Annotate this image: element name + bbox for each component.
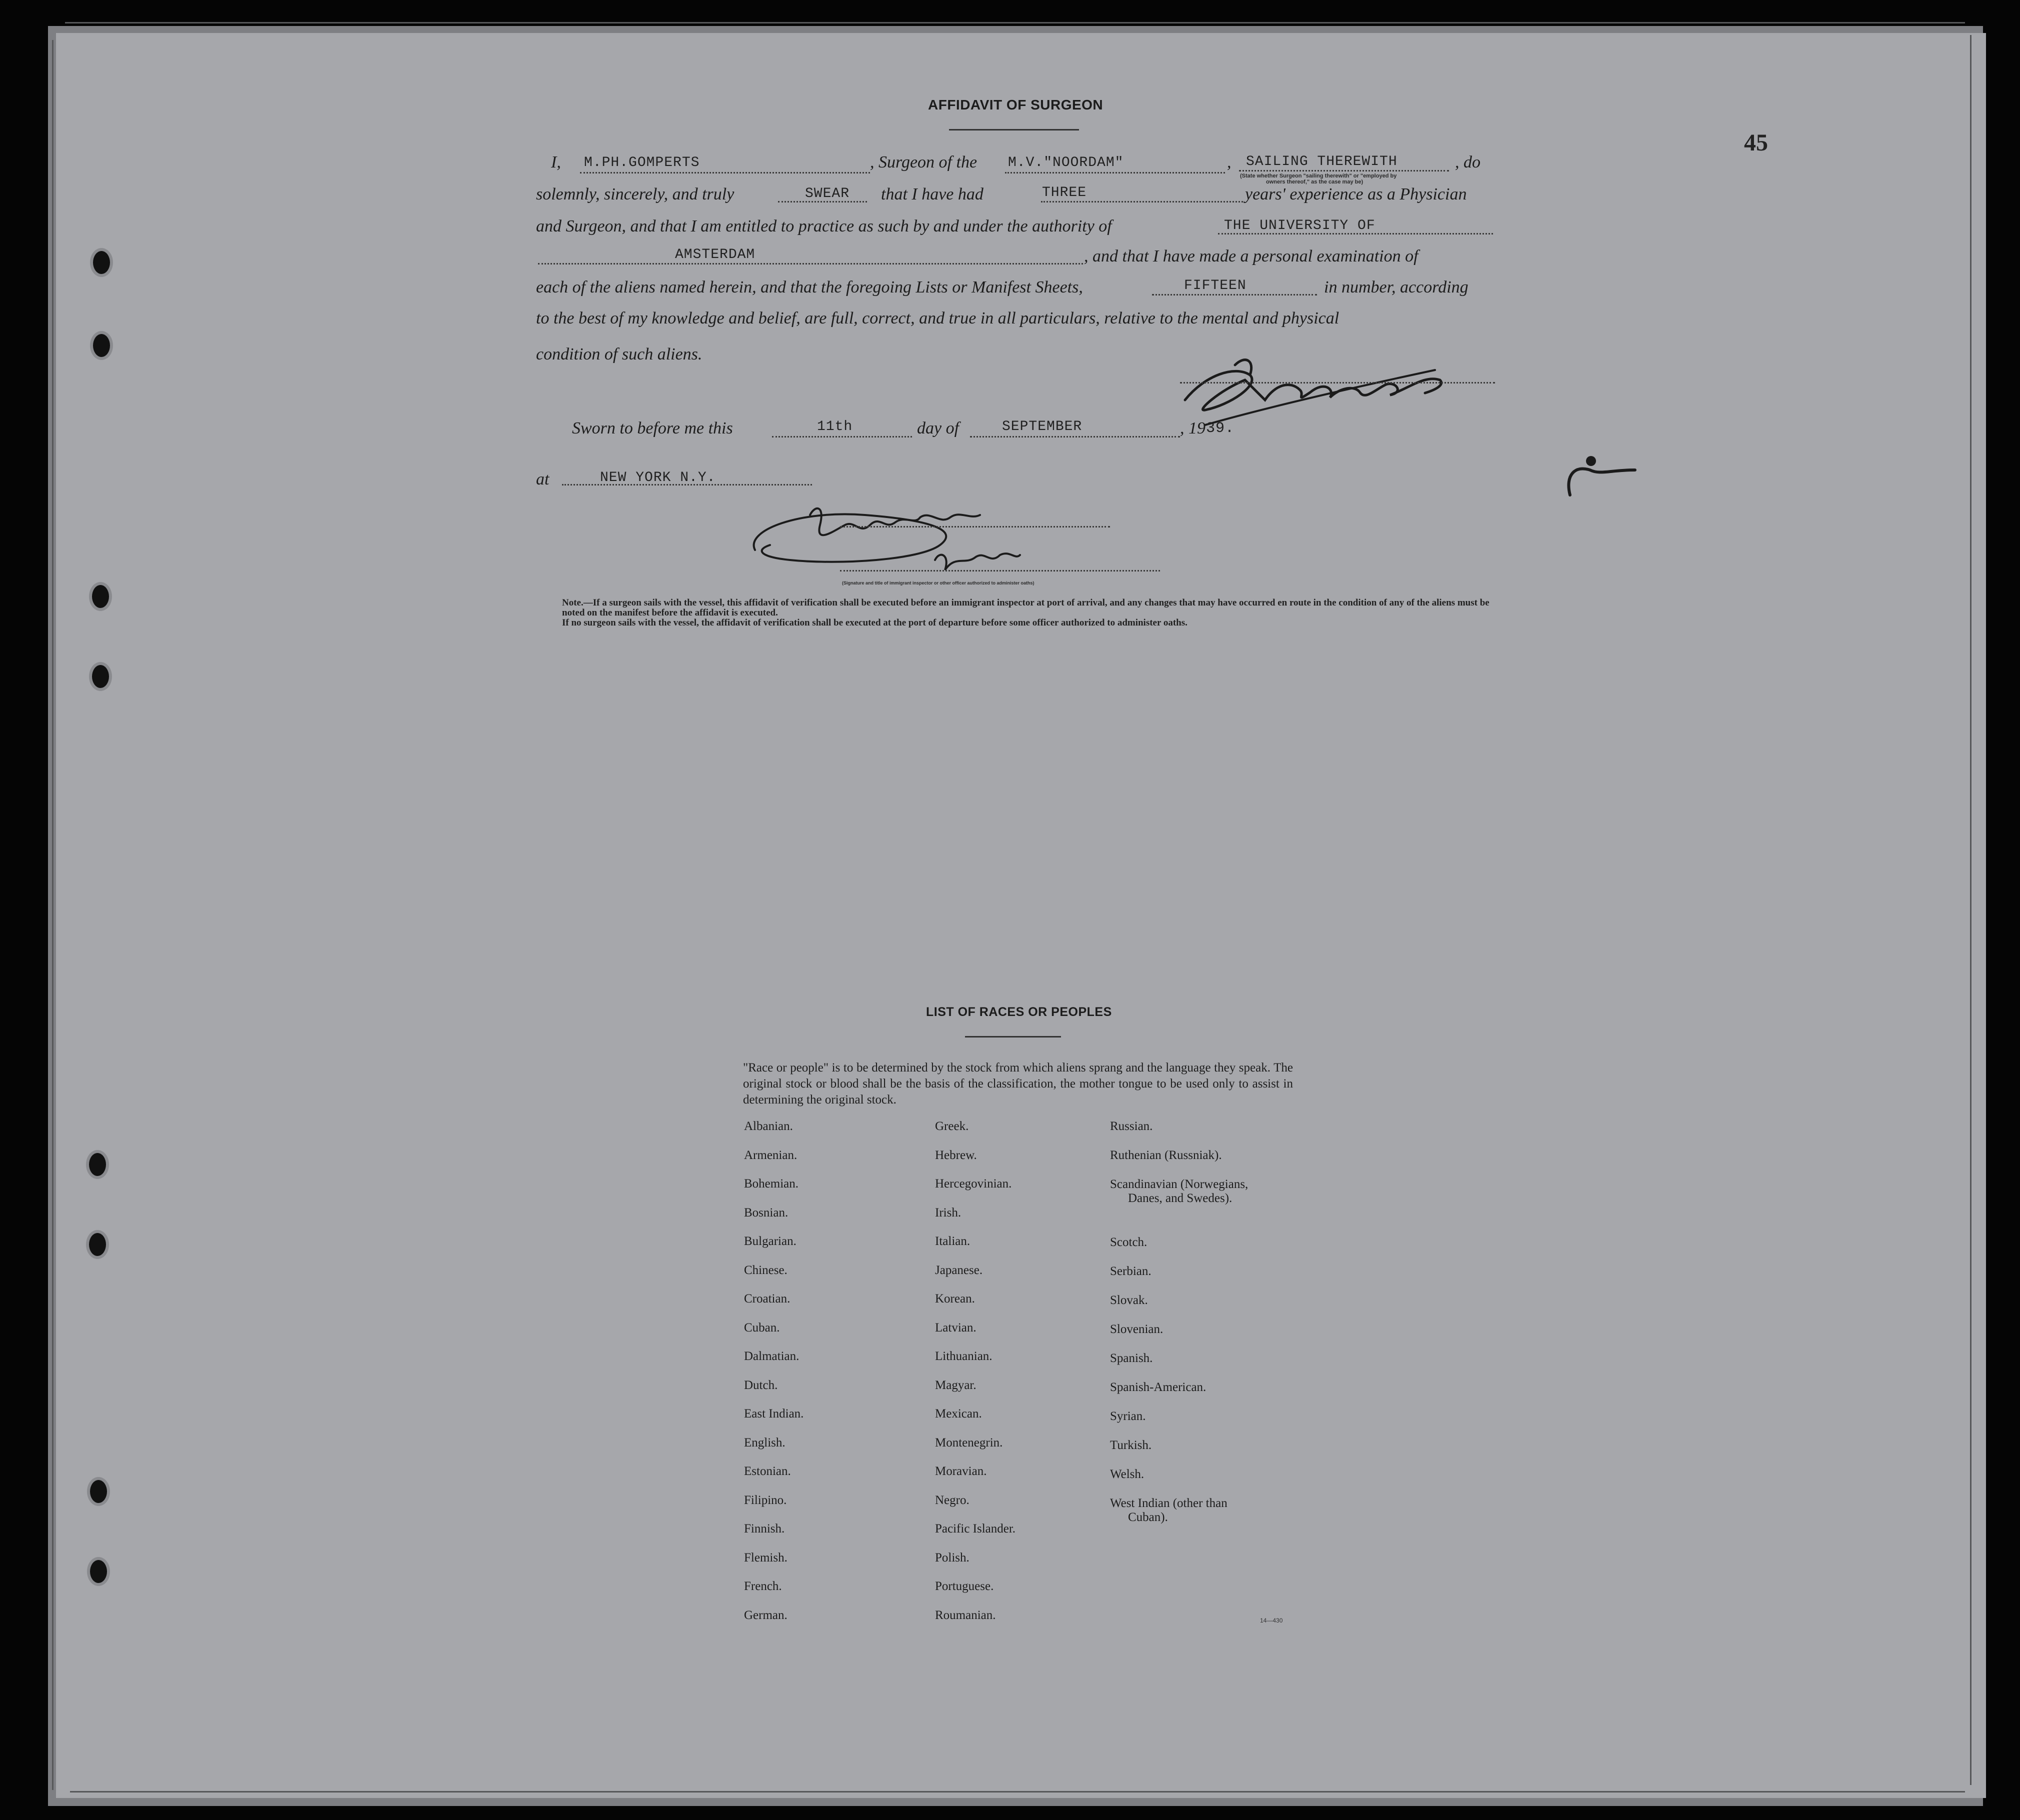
page-number: 45 (1744, 130, 1768, 156)
status-hint-1: (State whether Surgeon "sailing therewith" or "employed by (1240, 173, 1397, 179)
race-entry: Finnish. (744, 1522, 785, 1536)
race-entry: Scotch. (1110, 1236, 1148, 1249)
text-in-number: in number, according (1324, 278, 1468, 296)
race-entry: Croatian. (744, 1292, 790, 1306)
binder-hole (89, 1233, 106, 1256)
fill-line-sheets (1152, 294, 1317, 296)
race-entry: Scandinavian (Norwegians, (1110, 1178, 1248, 1191)
title-underline (949, 129, 1079, 130)
fill-line-oath (778, 201, 867, 202)
years-experience: THREE (1042, 185, 1087, 200)
race-entry: West Indian (other than (1110, 1496, 1228, 1510)
text-surgeon-of: , Surgeon of the (870, 153, 978, 172)
surgeon-name: M.PH.GOMPERTS (584, 155, 700, 170)
affidavit-line-5 (536, 278, 1496, 301)
race-entry: Albanian. (744, 1120, 793, 1133)
race-entry: Bosnian. (744, 1206, 788, 1220)
race-entry: Slovenian. (1110, 1322, 1164, 1336)
status-hint-2: owners thereof," as the case may be) (1266, 179, 1364, 185)
race-entry: Turkish. (1110, 1438, 1152, 1452)
affidavit-line-7: condition of such aliens. (536, 345, 702, 364)
binder-hole (92, 585, 109, 608)
race-entry: Mexican. (935, 1407, 982, 1420)
race-entry: East Indian. (744, 1407, 804, 1420)
text-sworn: Sworn to before me this (572, 419, 733, 438)
race-entry: Chinese. (744, 1263, 788, 1277)
race-entry: Spanish-American. (1110, 1380, 1206, 1394)
text-at: at (536, 470, 550, 488)
race-entry: Welsh. (1110, 1468, 1144, 1481)
text-years-experience: years' experience as a Physician (1245, 185, 1467, 204)
race-entry: Armenian. (744, 1148, 798, 1162)
binder-hole (90, 1480, 107, 1503)
race-entry: Slovak. (1110, 1294, 1148, 1307)
race-entry: Polish. (935, 1550, 970, 1564)
fill-line-place (562, 484, 812, 486)
affidavit-line-2 (536, 185, 1496, 208)
race-entry: Hercegovinian. (935, 1177, 1012, 1190)
race-entry: Negro. (935, 1493, 970, 1507)
races-title: LIST OF RACES OR PEOPLES (926, 1005, 1112, 1019)
oath-type: SWEAR (805, 186, 850, 202)
binder-hole (89, 1153, 106, 1176)
race-entry: Spanish. (1110, 1352, 1153, 1365)
licensing-authority-1: THE UNIVERSITY OF (1224, 218, 1376, 234)
text-that-i-have-had: that I have had (881, 185, 984, 204)
race-entry: English. (744, 1436, 786, 1450)
race-entry: Italian. (935, 1234, 970, 1248)
fill-line-status (1239, 170, 1449, 172)
page-edge-right (1970, 35, 1972, 1785)
surgeon-signature (1175, 345, 1455, 430)
race-entry: Hebrew. (935, 1148, 977, 1162)
ink-mark (1560, 455, 1640, 505)
race-entry: Roumanian. (935, 1608, 996, 1622)
text-solemnly: solemnly, sincerely, and truly (536, 185, 734, 204)
fill-line-month (970, 436, 1180, 438)
fill-line-authority-1 (1218, 233, 1493, 234)
sworn-place: NEW YORK N.Y. (600, 470, 716, 486)
race-entry: Portuguese. (935, 1580, 994, 1593)
affidavit-line-4 (536, 247, 1496, 270)
text-manifest-sheets: each of the aliens named herein, and that the foregoing Lists or Manifest Sheets, (536, 278, 1083, 296)
note-paragraph-2: If no surgeon sails with the vessel, the affidavit of verification shall be executed at the port of departure before some officer authorized to administer oaths. (562, 618, 1188, 628)
race-entry: Bulgarian. (744, 1234, 796, 1248)
surgeon-signature-line (1180, 382, 1495, 384)
affidavit-line-6: to the best of my knowledge and belief, are full, correct, and true in all particulars, relative to the mental and physical (536, 309, 1340, 328)
race-entry: Montenegrin. (935, 1436, 1003, 1450)
race-entry: Magyar. (935, 1378, 976, 1392)
race-entry: Flemish. (744, 1550, 788, 1564)
text-i: I, (551, 153, 561, 172)
race-entry: Estonian. (744, 1464, 791, 1478)
race-entry: Cuban. (744, 1320, 780, 1334)
race-entry: Russian. (1110, 1120, 1153, 1133)
race-entry: Filipino. (744, 1493, 787, 1507)
binder-hole (93, 251, 110, 274)
binder-hole (90, 1560, 107, 1583)
sworn-day: 11th (817, 419, 853, 434)
text-authority: and Surgeon, and that I am entitled to practice as such by and under the authority of (536, 217, 1112, 236)
race-entry: Pacific Islander. (935, 1522, 1016, 1536)
sworn-line (536, 419, 1496, 442)
surgeon-status: SAILING THEREWITH (1246, 154, 1398, 170)
text-day-of: day of (917, 419, 960, 438)
race-entry: Cuban). (1128, 1510, 1168, 1524)
race-entry: Moravian. (935, 1464, 987, 1478)
inspector-signature-line-1 (840, 526, 1110, 528)
fill-line-vessel (1005, 172, 1225, 174)
fill-line-years (1041, 201, 1243, 202)
inspector-signature-caption: (Signature and title of immigrant inspector or other officer authorized to administer oaths) (842, 580, 1034, 586)
race-entry: Bohemian. (744, 1177, 799, 1190)
fill-line-authority-2 (538, 263, 1083, 264)
race-entry: French. (744, 1580, 782, 1593)
race-entry: Danes, and Swedes). (1128, 1192, 1232, 1205)
binder-hole (93, 334, 110, 357)
fill-line-day (772, 436, 912, 438)
text-personal-examination: , and that I have made a personal examination of (1084, 247, 1418, 266)
race-entry: Ruthenian (Russniak). (1110, 1148, 1222, 1162)
text-do: , do (1455, 153, 1480, 172)
race-entry: Lithuanian. (935, 1350, 992, 1363)
race-entry: German. (744, 1608, 788, 1622)
page-edge-bottom (70, 1791, 1965, 1792)
place-line (536, 470, 1496, 493)
text-year-prefix: , 19 (1180, 419, 1206, 438)
races-intro: "Race or people" is to be determined by the stock from which aliens sprang and the language they speak. The original stock or blood shall be the basis of the classification, the mother tongue to be used only to assist in determining the original stock. (743, 1061, 1293, 1106)
race-entry: Greek. (935, 1120, 969, 1133)
affidavit-note (540, 598, 1495, 628)
note-paragraph-1: Note.—If a surgeon sails with the vessel, this affidavit of verification shall be executed before an immigrant inspector at port of arrival, and any changes that may have occurred en route in the condition of any of the aliens must be noted on the manifest before the affidavit is executed. (562, 598, 1490, 618)
race-entry: Japanese. (935, 1263, 983, 1277)
affidavit-title: AFFIDAVIT OF SURGEON (928, 97, 1104, 112)
vessel-name: M.V."NOORDAM" (1008, 155, 1124, 170)
race-entry: Dalmatian. (744, 1350, 800, 1363)
race-entry: Latvian. (935, 1320, 976, 1334)
form-code: 14—430 (1260, 1617, 1283, 1624)
affidavit-line-3 (536, 217, 1496, 240)
page-edge-top (65, 22, 1965, 24)
race-entry: Dutch. (744, 1378, 778, 1392)
binder-hole (92, 665, 109, 688)
race-entry: Serbian. (1110, 1264, 1152, 1278)
licensing-authority-2: AMSTERDAM (675, 247, 756, 262)
race-entry: Korean. (935, 1292, 975, 1306)
text-comma: , (1227, 153, 1232, 172)
page-edge-left (52, 40, 54, 1790)
race-entry: Irish. (935, 1206, 962, 1220)
sheets-count: FIFTEEN (1184, 278, 1246, 294)
inspector-signature-line-2 (840, 570, 1160, 572)
race-entry: Syrian. (1110, 1410, 1146, 1423)
sworn-month: SEPTEMBER (1002, 419, 1082, 434)
sworn-year: 39. (1206, 420, 1235, 437)
races-title-underline (965, 1036, 1061, 1038)
fill-line-name (580, 172, 870, 174)
